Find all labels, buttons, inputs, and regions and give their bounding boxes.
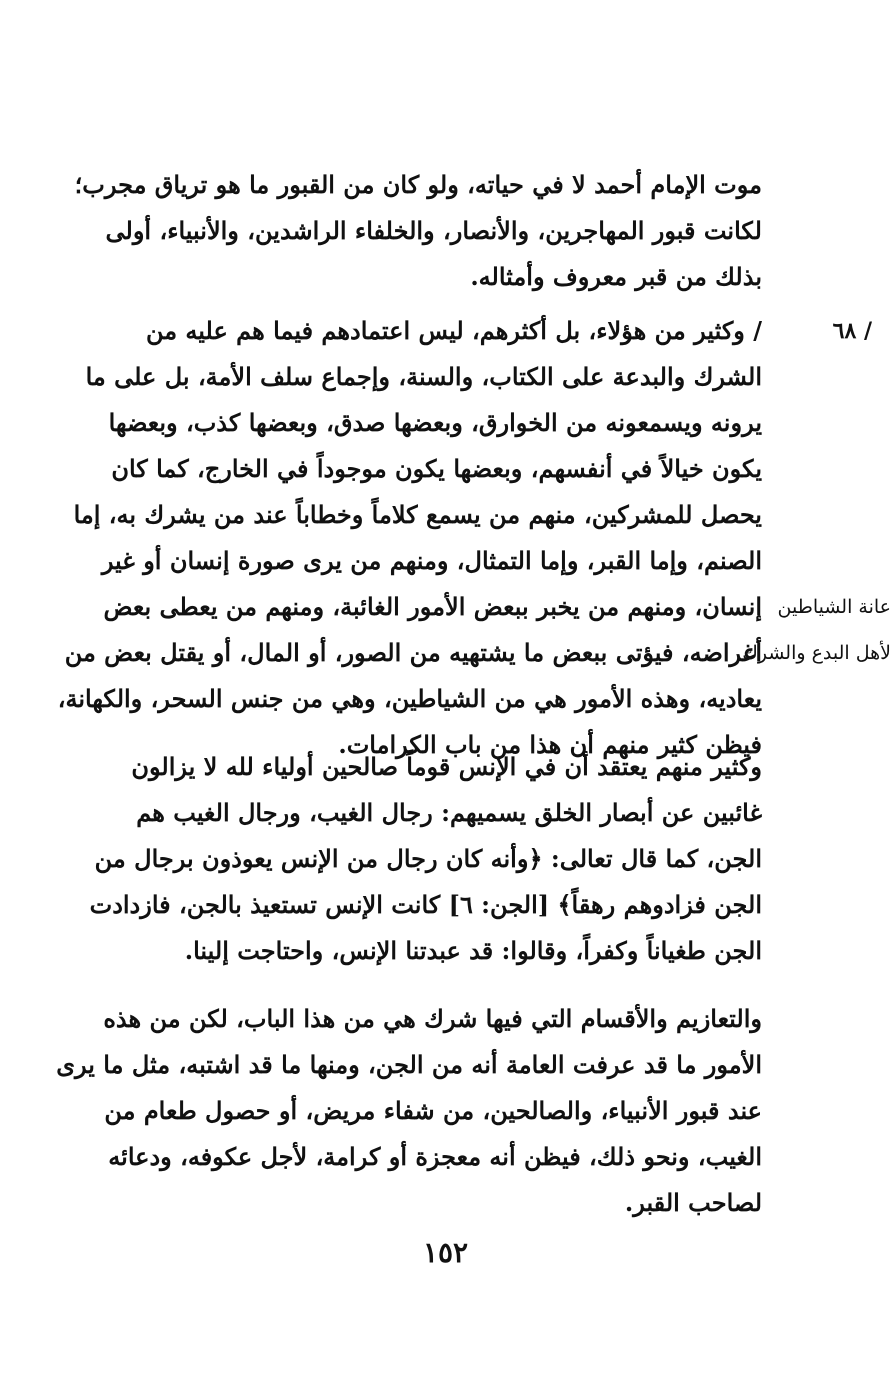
side-note-heading: عانة الشياطين xyxy=(777,596,891,618)
text-line: الشرك والبدعة على الكتاب، والسنة، وإجماع سلف الأمة، بل على ما xyxy=(85,362,762,391)
text-line: يعاديه، وهذه الأمور هي من الشياطين، وهي من جنس السحر، والكهانة، xyxy=(57,684,762,713)
text-line: يكون خيالاً في أنفسهم، وبعضها يكون موجوداً في الخارج، كما كان xyxy=(111,454,762,483)
page-number: ١٥٢ xyxy=(422,1236,469,1269)
paragraph-1 xyxy=(74,162,762,300)
text-line: وكثير منهم يعتقد أن في الإنس قوماً صالحين أولياء لله لا يزالون xyxy=(131,752,762,781)
text-line: / وكثير من هؤلاء، بل أكثرهم، ليس اعتمادهم فيما هم عليه من xyxy=(145,316,762,345)
text-line: يرونه ويسمعونه من الخوارق، وبعضها صدق، وبعضها كذب، وبعضها xyxy=(108,408,762,437)
text-line: لكانت قبور المهاجرين، والأنصار، والخلفاء الراشدين، والأنبياء، أولى xyxy=(105,216,762,245)
text-line: فيظن كثير منهم أن هذا من باب الكرامات. xyxy=(338,730,762,759)
text-line: أغراضه، فيؤتى ببعض ما يشتهيه من الصور، أو المال، أو يقتل بعض من xyxy=(64,638,762,667)
side-note-heading: لأهل البدع والشرك xyxy=(742,642,891,664)
text-line: الجن، كما قال تعالى: ﴿وأنه كان رجال من الإنس يعوذون برجال من xyxy=(94,844,762,873)
text-line: عند قبور الأنبياء، والصالحين، من شفاء مريض، أو حصول طعام من xyxy=(104,1096,762,1125)
text-line: موت الإمام أحمد لا في حياته، ولو كان من القبور ما هو ترياق مجرب؛ xyxy=(74,170,762,199)
text-line: والتعازيم والأقسام التي فيها شرك هي من هذا الباب، لكن من هذه xyxy=(103,1004,762,1033)
paragraph-3 xyxy=(89,744,762,974)
text-line: غائبين عن أبصار الخلق يسميهم: رجال الغيب، ورجال الغيب هم xyxy=(136,798,762,827)
text-line: إنسان، ومنهم من يخبر ببعض الأمور الغائبة، ومنهم من يعطى بعض xyxy=(103,592,762,621)
paragraph-2 xyxy=(57,308,762,768)
text-line: يحصل للمشركين، منهم من يسمع كلاماً وخطاباً عند من يشرك به، إما xyxy=(73,500,762,529)
text-line: الصنم، وإما القبر، وإما التمثال، ومنهم من يرى صورة إنسان أو غير xyxy=(101,546,762,575)
text-line: لصاحب القبر. xyxy=(624,1188,762,1217)
text-line: الأمور ما قد عرفت العامة أنه من الجن، ومنها ما قد اشتبه، مثل ما يرى xyxy=(56,1050,762,1079)
margin-page-reference: / ٦٨ xyxy=(832,318,872,344)
text-line: الجن طغياناً وكفراً، وقالوا: قد عبدتنا الإنس، واحتاجت إلينا. xyxy=(184,936,762,965)
text-line: الغيب، ونحو ذلك، فيظن أنه معجزة أو كرامة، لأجل عكوفه، ودعائه xyxy=(108,1142,762,1171)
text-line: بذلك من قبر معروف وأمثاله. xyxy=(470,262,762,291)
paragraph-4 xyxy=(56,996,762,1226)
text-line: الجن فزادوهم رهقاً﴾ [الجن: ٦] كانت الإنس تستعيذ بالجن، فازدادت xyxy=(89,890,762,919)
